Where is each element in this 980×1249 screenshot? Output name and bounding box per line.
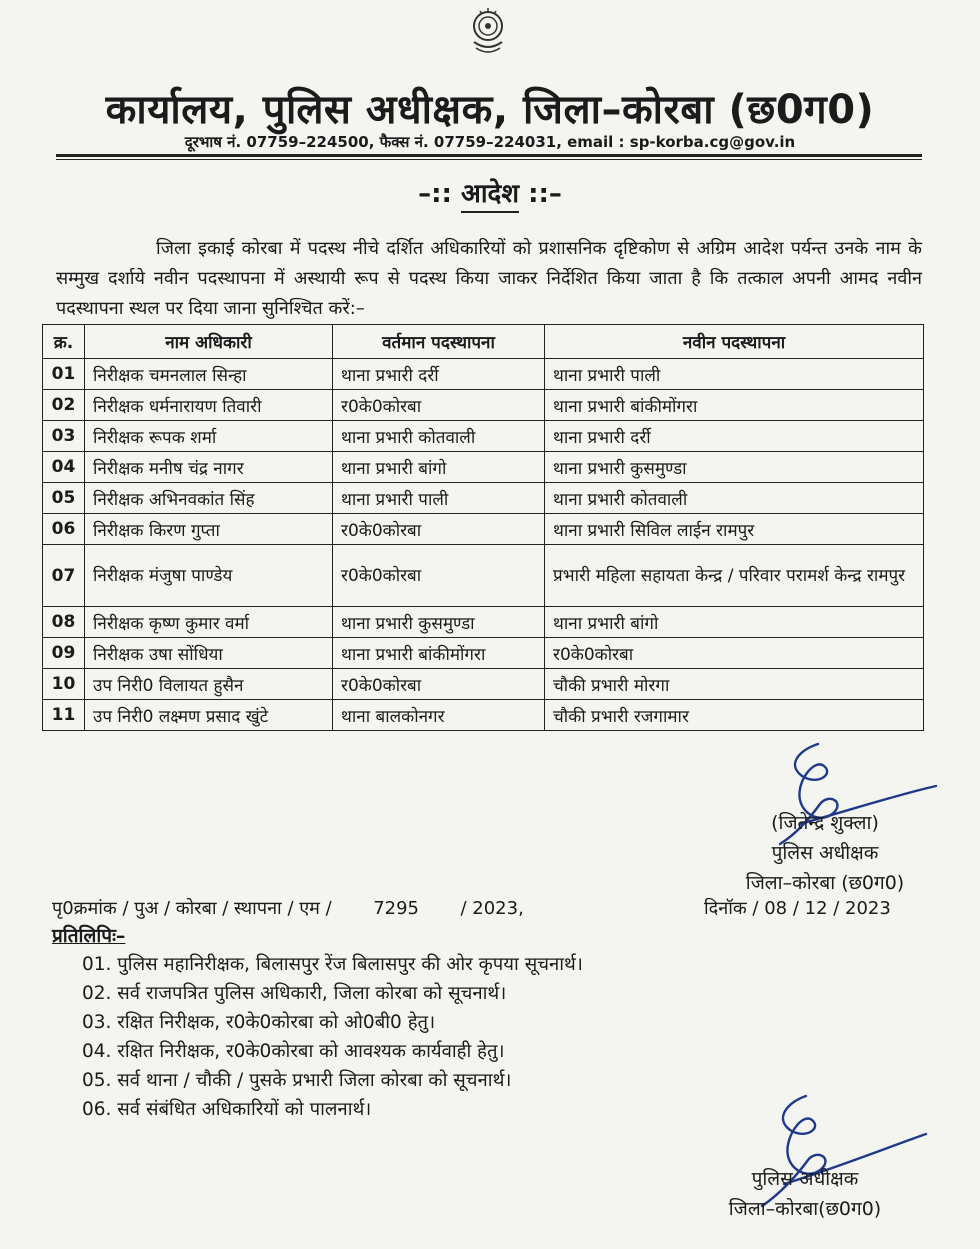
row-officer-name: निरीक्षक चमनलाल सिन्हा — [85, 359, 333, 390]
row-current-posting: र0के0कोरबा — [333, 390, 545, 421]
row-current-posting: र0के0कोरबा — [333, 669, 545, 700]
reference-year: / 2023, — [460, 898, 524, 919]
reference-dispatch-number: 7295 — [373, 898, 420, 919]
copy-list-item: 02. सर्व राजपत्रित पुलिस अधिकारी, जिला कोरबा को सूचनार्थ। — [82, 983, 507, 1004]
police-emblem-icon — [462, 4, 514, 56]
header-officer-name: नाम अधिकारी — [85, 325, 333, 359]
table-row — [43, 452, 924, 483]
row-officer-name: निरीक्षक रूपक शर्मा — [85, 421, 333, 452]
table-row — [43, 421, 924, 452]
row-new-posting: थाना प्रभारी कोतवाली — [545, 483, 924, 514]
table-row — [43, 669, 924, 700]
row-current-posting: थाना प्रभारी दर्री — [333, 359, 545, 390]
row-serial: 05 — [43, 483, 85, 514]
row-current-posting: र0के0कोरबा — [333, 545, 545, 607]
row-current-posting: थाना प्रभारी बांगो — [333, 452, 545, 483]
row-current-posting: थाना प्रभारी बांकीमोंगरा — [333, 638, 545, 669]
order-heading-right: ::– — [528, 179, 562, 209]
row-new-posting: चौकी प्रभारी मोरगा — [545, 669, 924, 700]
copy-heading: प्रतिलिपिः– — [52, 925, 126, 947]
office-contact: दूरभाष नं. 07759–224500, फैक्स नं. 07759–224031, email : sp-korba.cg@gov.in — [184, 133, 796, 151]
reference-prefix: पृ0क्रमांक / पुअ / कोरबा / स्थापना / एम / — [52, 898, 332, 919]
row-serial: 09 — [43, 638, 85, 669]
row-new-posting: थाना प्रभारी बांकीमोंगरा — [545, 390, 924, 421]
row-serial: 07 — [43, 545, 85, 607]
copy-list-item: 01. पुलिस महानिरीक्षक, बिलासपुर रेंज बिलासपुर की ओर कृपया सूचनार्थ। — [82, 954, 583, 975]
row-new-posting: थाना प्रभारी दर्री — [545, 421, 924, 452]
order-date: दिनॉक / 08 / 12 / 2023 — [704, 898, 891, 919]
table-header-row — [43, 325, 924, 359]
table-row — [43, 607, 924, 638]
row-current-posting: थाना प्रभारी कोतवाली — [333, 421, 545, 452]
signatory-name: (जितेन्द्र शुक्ला) — [771, 812, 879, 834]
row-serial: 10 — [43, 669, 85, 700]
copy-list — [82, 950, 583, 1124]
row-serial: 06 — [43, 514, 85, 545]
row-current-posting: थाना प्रभारी कुसमुण्डा — [333, 607, 545, 638]
row-current-posting: थाना प्रभारी पाली — [333, 483, 545, 514]
table-row — [43, 390, 924, 421]
row-serial: 01 — [43, 359, 85, 390]
row-new-posting: थाना प्रभारी कुसमुण्डा — [545, 452, 924, 483]
postings-table — [42, 324, 924, 731]
row-serial: 08 — [43, 607, 85, 638]
row-officer-name: निरीक्षक कृष्ण कुमार वर्मा — [85, 607, 333, 638]
table-row — [43, 514, 924, 545]
reference-number — [52, 896, 524, 920]
row-new-posting: थाना प्रभारी सिविल लाईन रामपुर — [545, 514, 924, 545]
row-officer-name: निरीक्षक किरण गुप्ता — [85, 514, 333, 545]
row-new-posting: र0के0कोरबा — [545, 638, 924, 669]
table-row — [43, 638, 924, 669]
signatory-district: जिला–कोरबा(छ0ग0) — [728, 1198, 882, 1220]
copy-list-item: 06. सर्व संबंधित अधिकारियों को पालनार्थ। — [82, 1099, 372, 1120]
table-row — [43, 483, 924, 514]
order-heading — [0, 174, 980, 210]
table-row — [43, 359, 924, 390]
header-new-posting: नवीन पदस्थापना — [545, 325, 924, 359]
row-officer-name: उप निरी0 विलायत हुसैन — [85, 669, 333, 700]
row-new-posting: थाना प्रभारी बांगो — [545, 607, 924, 638]
row-officer-name: निरीक्षक अभिनवकांत सिंह — [85, 483, 333, 514]
copy-list-item: 05. सर्व थाना / चौकी / पुसके प्रभारी जिला कोरबा को सूचनार्थ। — [82, 1070, 512, 1091]
row-current-posting: र0के0कोरबा — [333, 514, 545, 545]
row-serial: 04 — [43, 452, 85, 483]
table-row — [43, 545, 924, 607]
header-serial: क्र. — [43, 325, 85, 359]
row-current-posting: थाना बालकोनगर — [333, 700, 545, 731]
order-intro: जिला इकाई कोरबा में पदस्थ नीचे दर्शित अधिकारियों को प्रशासनिक दृष्टिकोण से अग्रिम आदेश पर्यन्त उनके नाम के सम्मुख दर्शाये नवीन पदस्थापना में अस्थायी रूप से पदस्थ किया जाकर निर्देशित किया जाता है कि तत्काल अपनी आमद नवीन पदस्थापना स्थल पर दिया जाना सुनिश्चित करें:– — [56, 238, 922, 319]
signatory-block — [690, 808, 960, 898]
row-serial: 11 — [43, 700, 85, 731]
header-divider-thin — [56, 159, 922, 160]
header-divider — [56, 154, 922, 157]
signatory-block-copy — [700, 1164, 910, 1224]
copy-list-item: 03. रक्षित निरीक्षक, र0के0कोरबा को ओ0बी0 हेतु। — [82, 1012, 436, 1033]
row-new-posting: थाना प्रभारी पाली — [545, 359, 924, 390]
order-heading-left: –:: — [418, 179, 452, 209]
copy-list-item: 04. रक्षित निरीक्षक, र0के0कोरबा को आवश्यक कार्यवाही हेतु। — [82, 1041, 505, 1062]
row-officer-name: निरीक्षक धर्मनारायण तिवारी — [85, 390, 333, 421]
row-serial: 02 — [43, 390, 85, 421]
order-heading-word: आदेश — [461, 179, 519, 213]
row-new-posting: चौकी प्रभारी रजगामार — [545, 700, 924, 731]
row-officer-name: निरीक्षक मंजुषा पाण्डेय — [85, 545, 333, 607]
signatory-district: जिला–कोरबा (छ0ग0) — [745, 872, 905, 894]
row-officer-name: निरीक्षक उषा सोंधिया — [85, 638, 333, 669]
signatory-designation: पुलिस अधीक्षक — [771, 842, 879, 864]
office-title: कार्यालय, पुलिस अधीक्षक, जिला–कोरबा (छ0ग0) — [105, 87, 875, 133]
row-new-posting: प्रभारी महिला सहायता केन्द्र / परिवार परामर्श केन्द्र रामपुर — [545, 545, 924, 607]
table-row — [43, 700, 924, 731]
header-current-posting: वर्तमान पदस्थापना — [333, 325, 545, 359]
row-serial: 03 — [43, 421, 85, 452]
row-officer-name: उप निरी0 लक्ष्मण प्रसाद खुंटे — [85, 700, 333, 731]
signatory-designation: पुलिस अधीक्षक — [751, 1168, 859, 1190]
row-officer-name: निरीक्षक मनीष चंद्र नागर — [85, 452, 333, 483]
